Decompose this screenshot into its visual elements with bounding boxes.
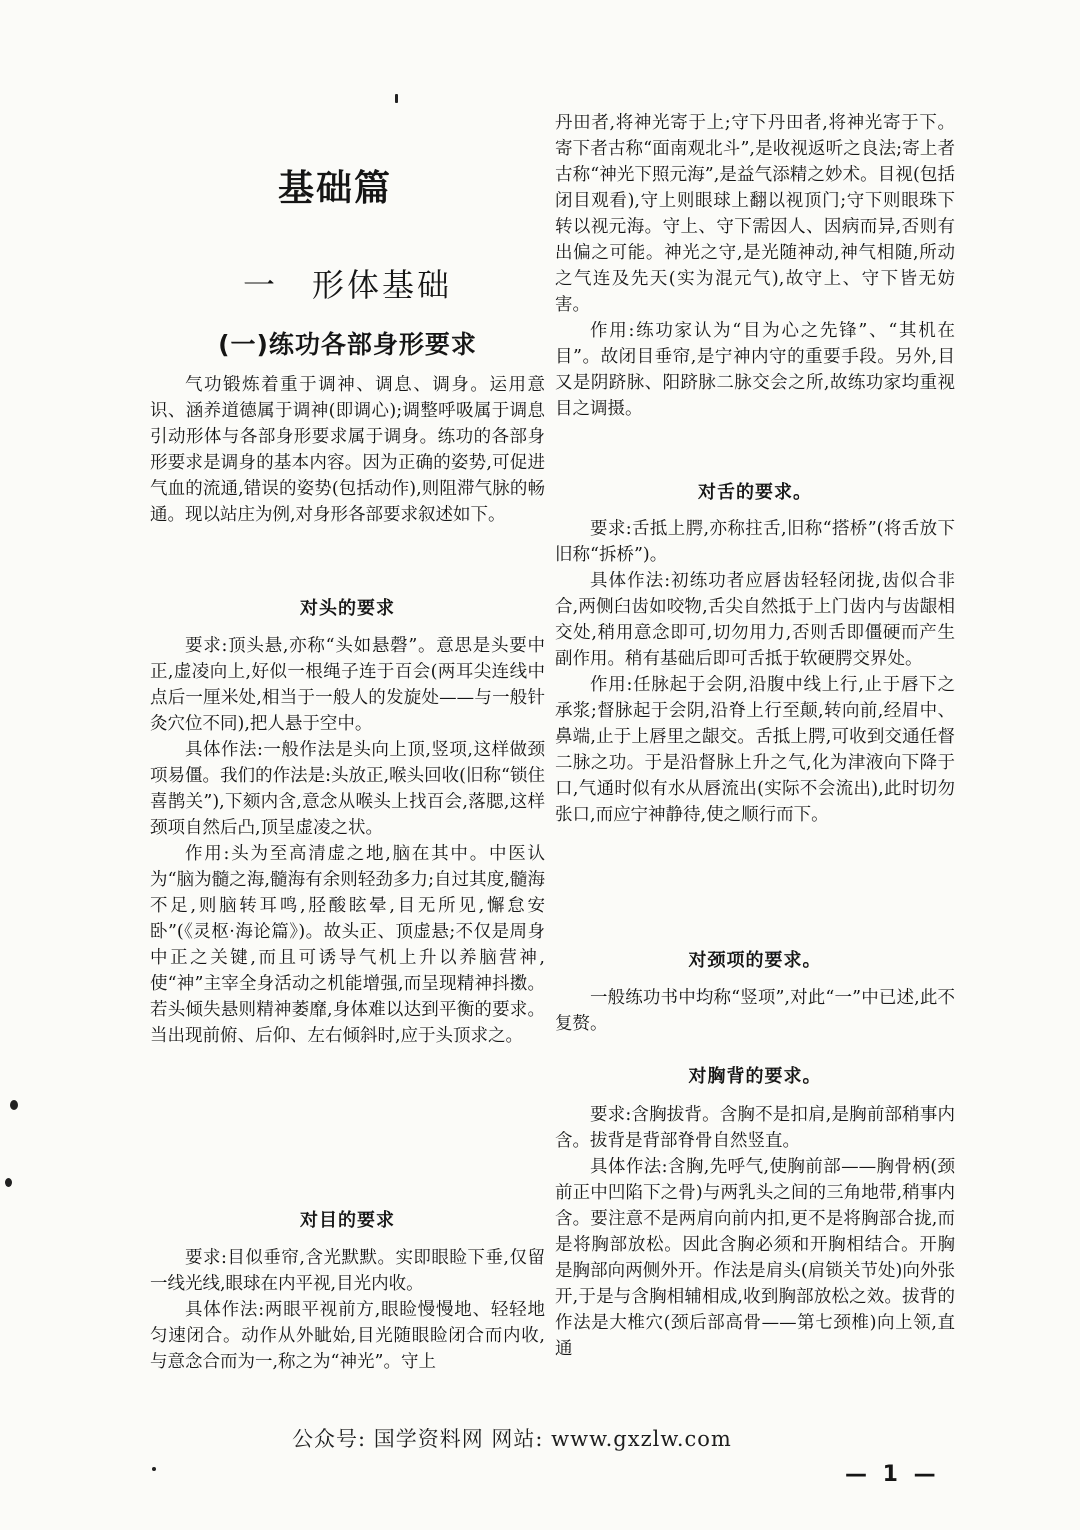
eyes-continued-paragraph: 丹田者,将神光寄于上;守下丹田者,将神光寄于下。寄下者古称“面南观北斗”,是收视返听之良法;寄上者古称“神光下照元海”,是益气添精之妙术。目视(包括闭目观看),守上则眼球上翻以视顶门;守下则眼珠下转以视元海。守上、守下需因人、因病而异,否则有出偏之可能。神光之守,是光随神动,神气相随,所动之气连及先天(实为混元气),故守上、守下皆无妨害。 — [555, 113, 955, 315]
tongue-method-paragraph: 具体作法:初练功者应唇齿轻轻闭拢,齿似合非合,两侧臼齿如咬物,舌尖自然抵于上门齿内与齿龈相交处,稍用意念即可,切勿用力,否则舌即僵硬而产生副作用。稍有基础后即可舌抵于软硬腭交界处。 — [555, 571, 955, 669]
page-number: — 1 — — [845, 1462, 940, 1487]
chest-requirement-paragraph: 要求:含胸拔背。含胸不是扣肩,是胸前部稍事内含。拔背是背部脊骨自然竖直。 — [555, 1105, 955, 1151]
head-requirement-paragraph: 要求:顶头悬,亦称“头如悬磬”。意思是头要中正,虚凌向上,好似一根绳子连于百会(两耳尖连线中点后一厘米处,相当于一般人的发旋处——与一般针灸穴位不同),把人悬于空中。 — [150, 636, 545, 734]
chapter-name: 形体基础 — [312, 266, 453, 304]
head-requirements-heading: 对头的要求 — [300, 598, 395, 619]
tongue-requirements-heading: 对舌的要求。 — [698, 482, 812, 503]
scan-speck — [5, 1178, 12, 1187]
eyes-continued-text — [555, 110, 955, 422]
neck-requirements-heading: 对颈项的要求。 — [688, 950, 822, 971]
tongue-requirement-paragraph: 要求:舌抵上腭,亦称拄舌,旧称“搭桥”(将舌放下旧称“拆桥”)。 — [555, 519, 955, 565]
book-title: 基础篇 — [277, 168, 392, 209]
head-method-paragraph: 具体作法:一般作法是头向上顶,竖项,这样做颈项易僵。我们的作法是:头放正,喉头回收(旧称“锁住喜鹊关”),下颏内含,意念从喉头上找百会,落腮,这样颈项自然后凸,顶呈虚凌之状。 — [150, 740, 545, 838]
eyes-requirement-paragraph: 要求:目似垂帘,含光默默。实即眼睑下垂,仅留一线光线,眼球在内平视,目光内收。 — [150, 1248, 545, 1294]
neck-requirements-text — [555, 985, 955, 1037]
scan-speck — [395, 94, 398, 103]
tongue-effect-paragraph: 作用:任脉起于会阴,沿腹中线上行,止于唇下之承浆;督脉起于会阴,沿脊上行至颠,转向前,经眉中、鼻端,止于上唇里之龈交。舌抵上腭,可收到交通任督二脉之功。于是沿督脉上升之气,化为津液向下降于口,气通时似有水从唇流出(实际不会流出),此时切勿张口,而应宁神静待,使之顺行而下。 — [555, 675, 955, 825]
tongue-requirements-text — [555, 516, 955, 828]
eyes-effect-paragraph: 作用:练功家认为“目为心之先锋”、“其机在目”。故闭目垂帘,是宁神内守的重要手段。另外,目又是阴跻脉、阳跻脉二脉交会之所,故练功家均重视目之调摄。 — [555, 321, 955, 419]
chest-method-paragraph: 具体作法:含胸,先呼气,使胸前部——胸骨柄(颈前正中凹陷下之骨)与两乳头之间的三角地带,稍事内含。要注意不是两肩向前内扣,更不是将胸部合拢,而是将胸部放松。因此含胸必须和开胸相结合。开胸是胸部向两侧外开。作法是肩头(肩锁关节处)向外张开,于是与含胸相辅相成,收到胸部放松之效。拔背的作法是大椎穴(颈后部高骨——第七颈椎)向上领,直通 — [555, 1157, 955, 1359]
intro-text: 气功锻炼着重于调神、调息、调身。运用意识、涵养道德属于调神(即调心);调整呼吸属于调息引动形体与各部身形要求属于调身。练功的各部身形要求是调身的基本内容。因为正确的姿势,可促进气血的流通,错误的姿势(包括动作),则阻滞气脉的畅通。现以站庄为例,对身形各部要求叙述如下。 — [150, 375, 545, 525]
scan-speck — [10, 1100, 18, 1110]
head-effect-paragraph: 作用:头为至高清虚之地,脑在其中。中医认为“脑为髓之海,髓海有余则轻劲多力;自过其度,髓海不足,则脑转耳鸣,胫酸眩晕,目无所见,懈怠安卧”(《灵枢·海论篇》)。故头正、顶虚悬;不仅是周身中正之关键,而且可诱导气机上升以养脑营神,使“神”主宰全身活动之机能增强,而呈现精神抖擞。若头倾失悬则精神萎靡,身体难以达到平衡的要求。当出现前俯、后仰、左右倾斜时,应于头顶求之。 — [150, 844, 545, 1046]
section-title: (一)练功各部身形要求 — [218, 330, 477, 359]
head-requirements-text — [150, 633, 545, 1049]
scan-speck — [152, 1467, 156, 1471]
chest-requirements-heading: 对胸背的要求。 — [688, 1066, 822, 1087]
chapter-number: 一 — [242, 266, 278, 304]
chest-requirements-text — [555, 1102, 955, 1362]
intro-paragraph — [150, 372, 545, 528]
eyes-requirements-text — [150, 1245, 545, 1375]
watermark-text: 公众号: 国学资料网 网站: www.gxzlw.com — [292, 1427, 732, 1451]
eyes-requirements-heading: 对目的要求 — [300, 1210, 395, 1231]
chapter-title — [150, 260, 545, 306]
eyes-method-paragraph: 具体作法:两眼平视前方,眼睑慢慢地、轻轻地匀速闭合。动作从外眦始,目光随眼睑闭合而内收,与意念合而为一,称之为“神光”。守上 — [150, 1300, 545, 1372]
neck-paragraph: 一般练功书中均称“竖项”,对此“一”中已述,此不复赘。 — [555, 988, 955, 1034]
